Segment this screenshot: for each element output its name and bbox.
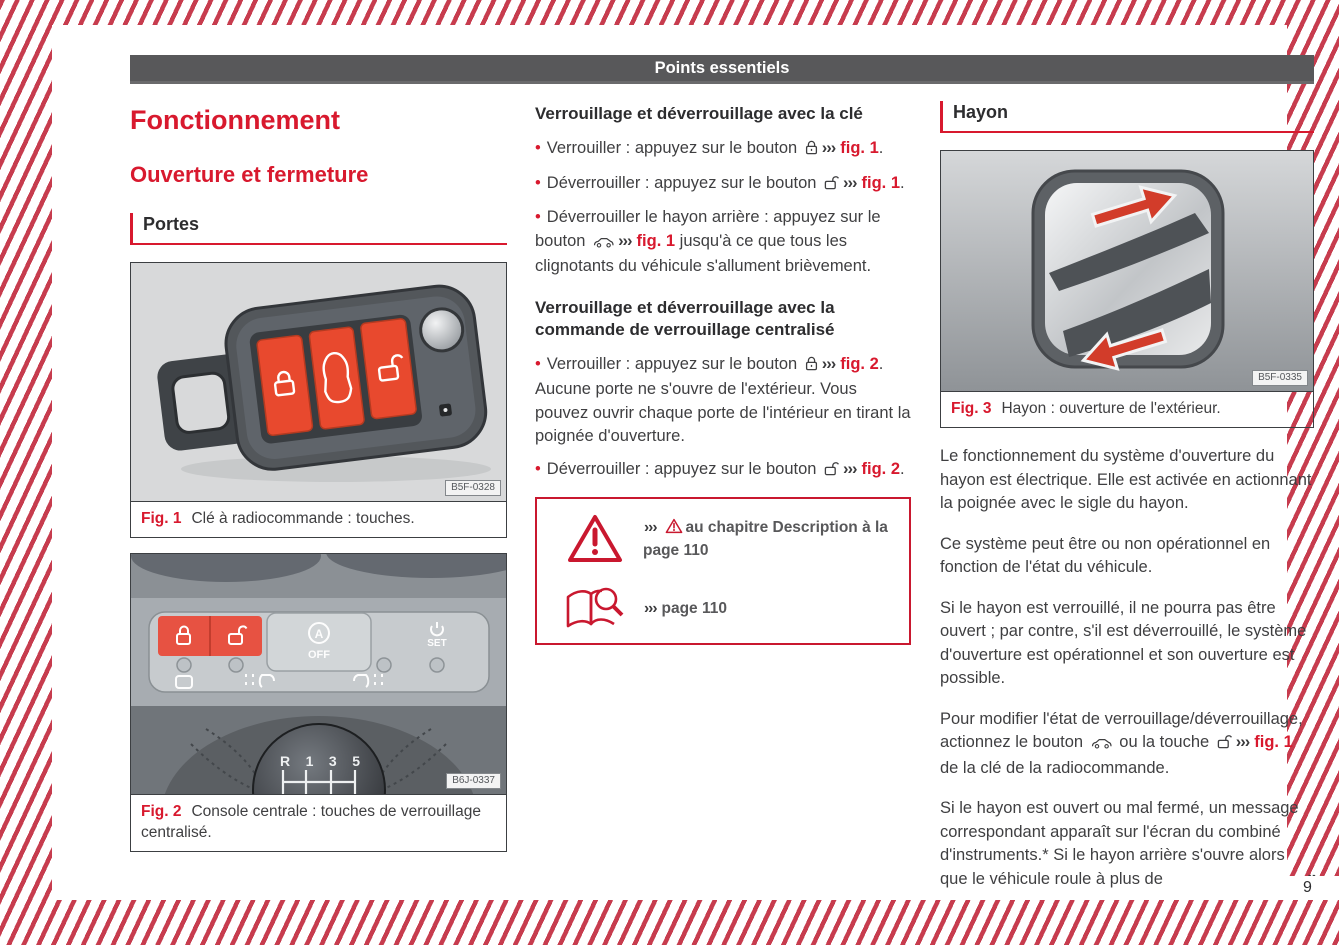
right-column [940, 101, 1314, 908]
car-icon [593, 232, 614, 256]
warning-small-icon [665, 518, 683, 540]
paragraph: Pour modifier l'état de verrouillage/déverrouillage, actionnez le bouton ou la touche ››› fig. 1 de la clé de la radiocommande. [940, 709, 1303, 777]
page-header-bar [130, 55, 1314, 84]
paragraph: Si le hayon est verrouillé, il ne pourra pas être ouvert ; par contre, s'il est déverrouillé, le système d'ouverture est opérationnel et son ouverture est possible. [940, 598, 1307, 687]
cross-reference-page-text [643, 598, 895, 619]
paragraph: Ce système peut être ou non opérationnel en fonction de l'état du véhicule. [940, 534, 1271, 576]
figure-1-image-id: B5F-0328 [445, 480, 501, 496]
page-header-title: Points essentiels [654, 58, 790, 77]
cross-ref-chevrons-icon: ››› [843, 459, 857, 478]
svg-text:OFF: OFF [308, 649, 330, 661]
cross-ref-chevrons-icon: ››› [1235, 733, 1250, 751]
bullet-marker: • [535, 459, 541, 478]
figure-3-image-id: B5F-0335 [1252, 370, 1308, 386]
figure-reference: fig. 2 [861, 459, 901, 478]
cross-ref-chevrons-icon: ››› [821, 354, 836, 373]
figure-3 [940, 150, 1314, 428]
section-title-portes: Portes [130, 213, 507, 245]
figure-reference: fig. 2 [840, 354, 879, 373]
cross-ref-chevrons-icon: ››› [821, 139, 836, 157]
figure-3-label: Fig. 3 [951, 400, 992, 417]
seat-emblem-illustration [941, 151, 1313, 391]
bullet-list-central [535, 353, 911, 484]
figure-2 [130, 553, 507, 852]
figure-2-caption: Fig. 2 Console centrale : touches de verrouillage centralisé. [141, 803, 481, 841]
car-icon [1091, 733, 1112, 757]
cross-ref-chevrons-icon: ››› [644, 599, 657, 617]
page-number: 9 [1287, 876, 1339, 900]
svg-text:A: A [314, 627, 324, 641]
figure-1-caption: Fig. 1 Clé à radiocommande : touches. [141, 510, 415, 527]
figure-reference: fig. 1 [861, 173, 901, 192]
open-padlock-icon [1217, 733, 1232, 757]
figure-2-image-id: B6J-0337 [446, 773, 501, 789]
heading-lock-with-key: Verrouillage et déverrouillage avec la clé [535, 104, 863, 123]
center-console-illustration [131, 554, 506, 794]
left-column [130, 105, 507, 852]
warning-triangle-icon [547, 513, 643, 565]
cross-reference-box [535, 497, 911, 645]
figure-3-caption: Fig. 3 Hayon : ouverture de l'extérieur. [951, 400, 1221, 417]
key-fob-illustration [131, 263, 506, 501]
cross-reference-warning-text [643, 517, 895, 561]
bullet-marker: • [535, 173, 541, 192]
list-item: • Verrouiller : appuyez sur le bouton ››› fig. 1. [535, 137, 911, 163]
figure-1 [130, 262, 507, 538]
note-text: au chapitre Description à la page 110 [643, 519, 888, 559]
svg-text:SET: SET [427, 638, 447, 649]
chapter-title: Fonctionnement [130, 105, 340, 135]
figure-2-label: Fig. 2 [141, 803, 182, 820]
list-item: • Déverrouiller le hayon arrière : appuyez sur le bouton ››› fig. 1 jusqu'à ce que tous les clignotants du véhicule s'allument brièvement. [535, 208, 881, 275]
bullet-list-key [535, 137, 911, 279]
figure-1-label: Fig. 1 [141, 510, 182, 527]
page-content-area [52, 25, 1312, 900]
bullet-marker: • [535, 208, 541, 226]
figure-reference: fig. 1 [1254, 733, 1293, 751]
closed-padlock-icon [805, 355, 818, 379]
closed-padlock-icon [805, 139, 818, 163]
figure-1-image [131, 263, 506, 502]
middle-column [535, 103, 911, 645]
list-item: • Verrouiller : appuyez sur le bouton ››› fig. 2. Aucune porte ne s'ouvre de l'extérieur. Vous pouvez ouvrir chaque porte de l'intérieur en tirant la poignée d'ouverture. [535, 354, 911, 445]
heading-central-locking: Verrouillage et déverrouillage avec la commande de verrouillage centralisé [535, 297, 835, 339]
figure-reference: fig. 1 [840, 139, 879, 157]
subchapter-title: Ouverture et fermeture [130, 162, 369, 187]
paragraph: Le fonctionnement du système d'ouverture du hayon est électrique. Elle est activée en actionnant la poignée avec le sigle du hayon. [940, 447, 1312, 512]
book-magnifier-icon [547, 585, 643, 631]
list-item: • Déverrouiller : appuyez sur le bouton ››› fig. 2. [535, 458, 911, 484]
cross-ref-chevrons-icon: ››› [644, 519, 657, 536]
figure-2-image [131, 554, 506, 795]
note-text: page 110 [661, 599, 727, 617]
section-title-hayon: Hayon [940, 101, 1314, 133]
bullet-marker: • [535, 139, 541, 157]
paragraph-continued: Si le hayon est ouvert ou mal fermé, un message correspondant apparaît sur l'écran du combiné d'instruments.* Si le hayon arrière s'ouvre alors que le véhicule roule à plus de [940, 797, 1314, 891]
bullet-marker: • [535, 354, 541, 373]
cross-ref-chevrons-icon: ››› [618, 231, 632, 250]
cross-ref-chevrons-icon: ››› [843, 173, 857, 192]
list-item: • Déverrouiller : appuyez sur le bouton ››› fig. 1. [535, 172, 911, 198]
svg-text:R 1 3 5: R 1 3 5 [280, 753, 360, 769]
open-padlock-icon [824, 174, 839, 198]
open-padlock-icon [824, 460, 839, 484]
figure-3-image [941, 151, 1313, 392]
figure-reference: fig. 1 [636, 231, 676, 250]
